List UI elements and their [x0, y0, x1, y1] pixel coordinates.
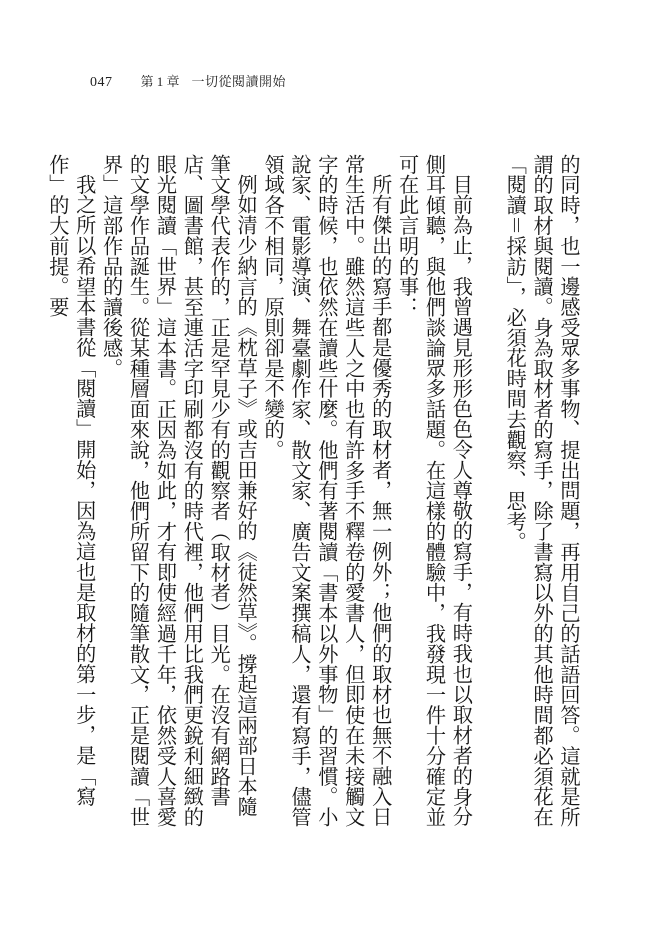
vertical-text-body: [45, 154, 582, 834]
page-number: 047: [90, 75, 113, 90]
chapter-label: 第 1 章: [140, 74, 180, 89]
paragraph-3: 所有傑出的寫手都是優秀的取材者，無一例外；他們的取材也無不融入日常生活中。雖然這些人之中也有許多手不釋卷的愛書人，但即使在未接觸文字的時候，也依然在讀些什麼。他們有著閱讀「書本以外事物」的習慣。小說家、電影導演、舞臺劇作家、散文家、廣告文案撰稿人，還有寫手，儘管領域各不相同，原則卻是不變的。: [261, 154, 393, 828]
paragraph-1: 的同時，也一邊感受眾多事物、提出問題，再用自己的話語回答。這就是所謂的取材與閱讀。身為取材者的寫手，除了書寫以外的其他時間都必須花在「閱讀＝採訪」，必須花時間去觀察、思考。: [503, 154, 581, 828]
paragraph-4: 例如清少納言的《枕草子》或吉田兼好的《徒然草》。撐起這兩部日本隨筆文學代表作的，正是罕見少有的觀察者（取材者）目光。在沒有網路書店、圖書館，甚至連活字印刷都沒有的時代裡，他們用比我們更銳利細緻的眼光閱讀「世界」這本書。正因為如此，才有即使經過千年，依然受人喜愛的文學作品誕生。從某種層面來說，他們所留下的隨筆散文，正是閱讀「世界」這部作品的讀後感。: [99, 154, 259, 828]
paragraph-5: 我之所以希望本書從「閱讀」開始，因為這也是取材的第一步，是「寫作」的大前提。要: [45, 154, 97, 807]
paragraph-2: 目前為止，我曾遇見形形色色令人尊敬的寫手，有時我也以取材者的身分側耳傾聽，與他們談論眾多話題。在這樣的體驗中，我發現一件十分確定並可在此言明的事：: [395, 154, 474, 828]
chapter-title: 一切從閱讀開始: [191, 74, 287, 89]
running-header: [90, 71, 286, 91]
